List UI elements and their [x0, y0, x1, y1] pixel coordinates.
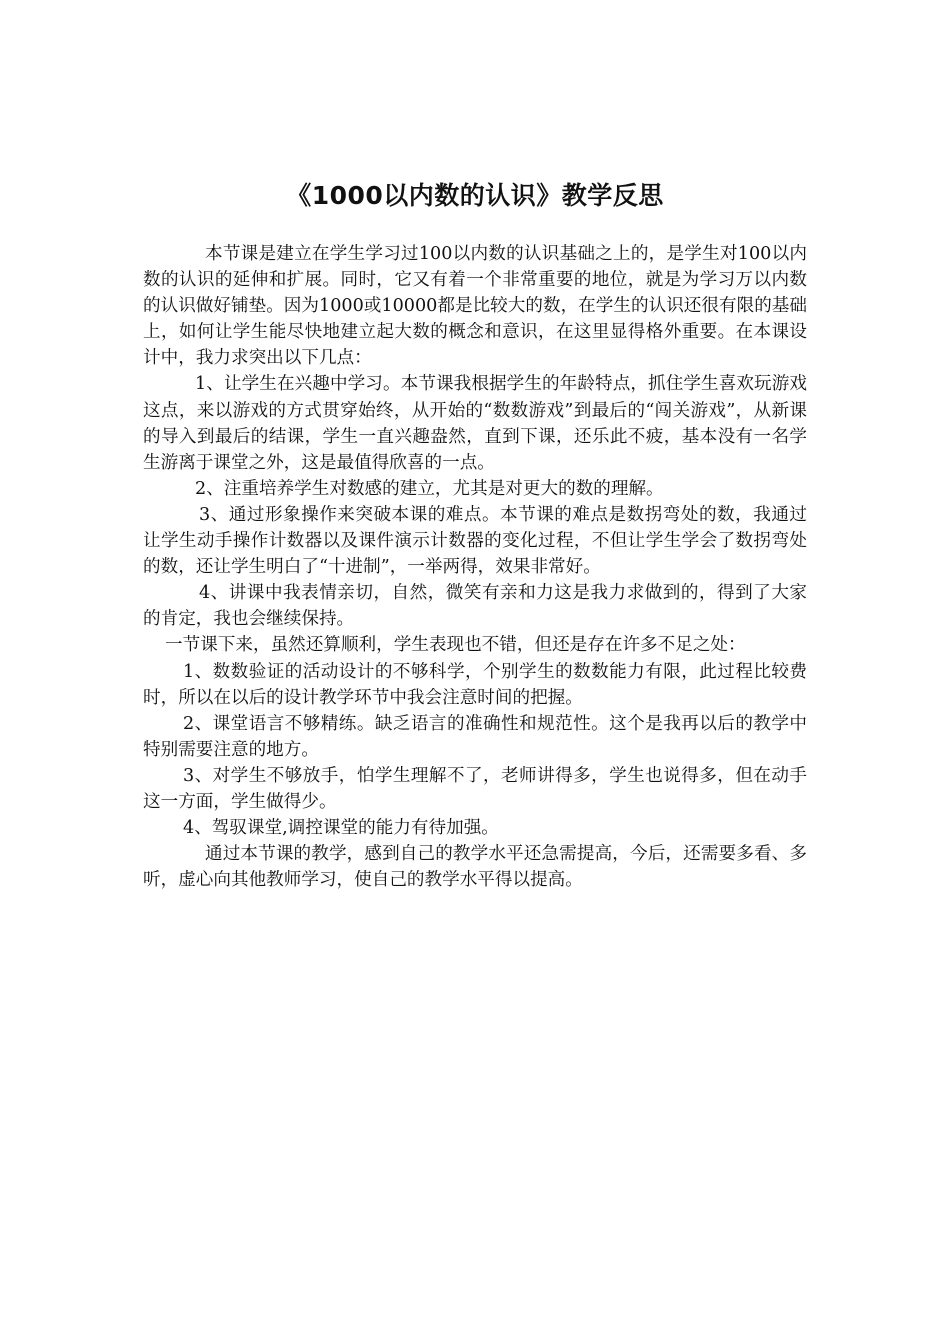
document-title: 《1000以内数的认识》教学反思 — [286, 181, 664, 210]
paragraph-shortcoming-4: 4、驾驭课堂,调控课堂的能力有待加强。 — [183, 818, 499, 839]
paragraph-point-3: 3、通过形象操作来突破本课的难点。本节课的难点是数拐弯处的数，我通过让学生动手操作计数器以及课件演示计数器的变化过程，不但让学生学会了数拐弯处的数，还让学生明白了“十进制”，一举两得，效果非常好。 — [143, 504, 807, 578]
paragraph-point-1: 1、让学生在兴趣中学习。本节课我根据学生的年龄特点，抓住学生喜欢玩游戏这点，来以游戏的方式贯穿始终，从开始的“数数游戏”到最后的“闯关游戏”，从新课的导入到最后的结课，学生一直兴趣盎然，直到下课，还乐此不疲，基本没有一名学生游离于课堂之外，这是最值得欣喜的一点。 — [143, 374, 807, 473]
paragraph-point-2: 2、注重培养学生对数感的建立，尤其是对更大的数的理解。 — [195, 478, 664, 499]
paragraph-point-4: 4、讲课中我表情亲切，自然，微笑有亲和力这是我力求做到的，得到了大家的肯定，我也会继续保持。 — [143, 583, 807, 630]
paragraph-shortcoming-2: 2、课堂语言不够精练。缺乏语言的准确性和规范性。这个是我再以后的教学中特别需要注意的地方。 — [143, 713, 807, 760]
paragraph-shortcomings-intro: 一节课下来，虽然还算顺利，学生表现也不错，但还是存在许多不足之处： — [165, 635, 746, 656]
paragraph-shortcoming-3: 3、对学生不够放手，怕学生理解不了，老师讲得多，学生也说得多，但在动手这一方面，学生做得少。 — [143, 765, 807, 812]
paragraph-conclusion: 通过本节课的教学，感到自己的教学水平还急需提高，今后，还需要多看、多听，虚心向其他教师学习，使自己的教学水平得以提高。 — [143, 844, 807, 891]
document-body — [143, 241, 807, 893]
paragraph-shortcoming-1: 1、数数验证的活动设计的不够科学，个别学生的数数能力有限，此过程比较费时，所以在以后的设计教学环节中我会注意时间的把握。 — [143, 661, 807, 708]
paragraph-intro: 本节课是建立在学生学习过100以内数的认识基础之上的，是学生对100以内数的认识的延伸和扩展。同时，它又有着一个非常重要的地位，就是为学习万以内数的认识做好铺垫。因为1000或10000都是比较大的数，在学生的认识还很有限的基础上，如何让学生能尽快地建立起大数的概念和意识，在这里显得格外重要。在本课设计中，我力求突出以下几点： — [143, 244, 807, 369]
